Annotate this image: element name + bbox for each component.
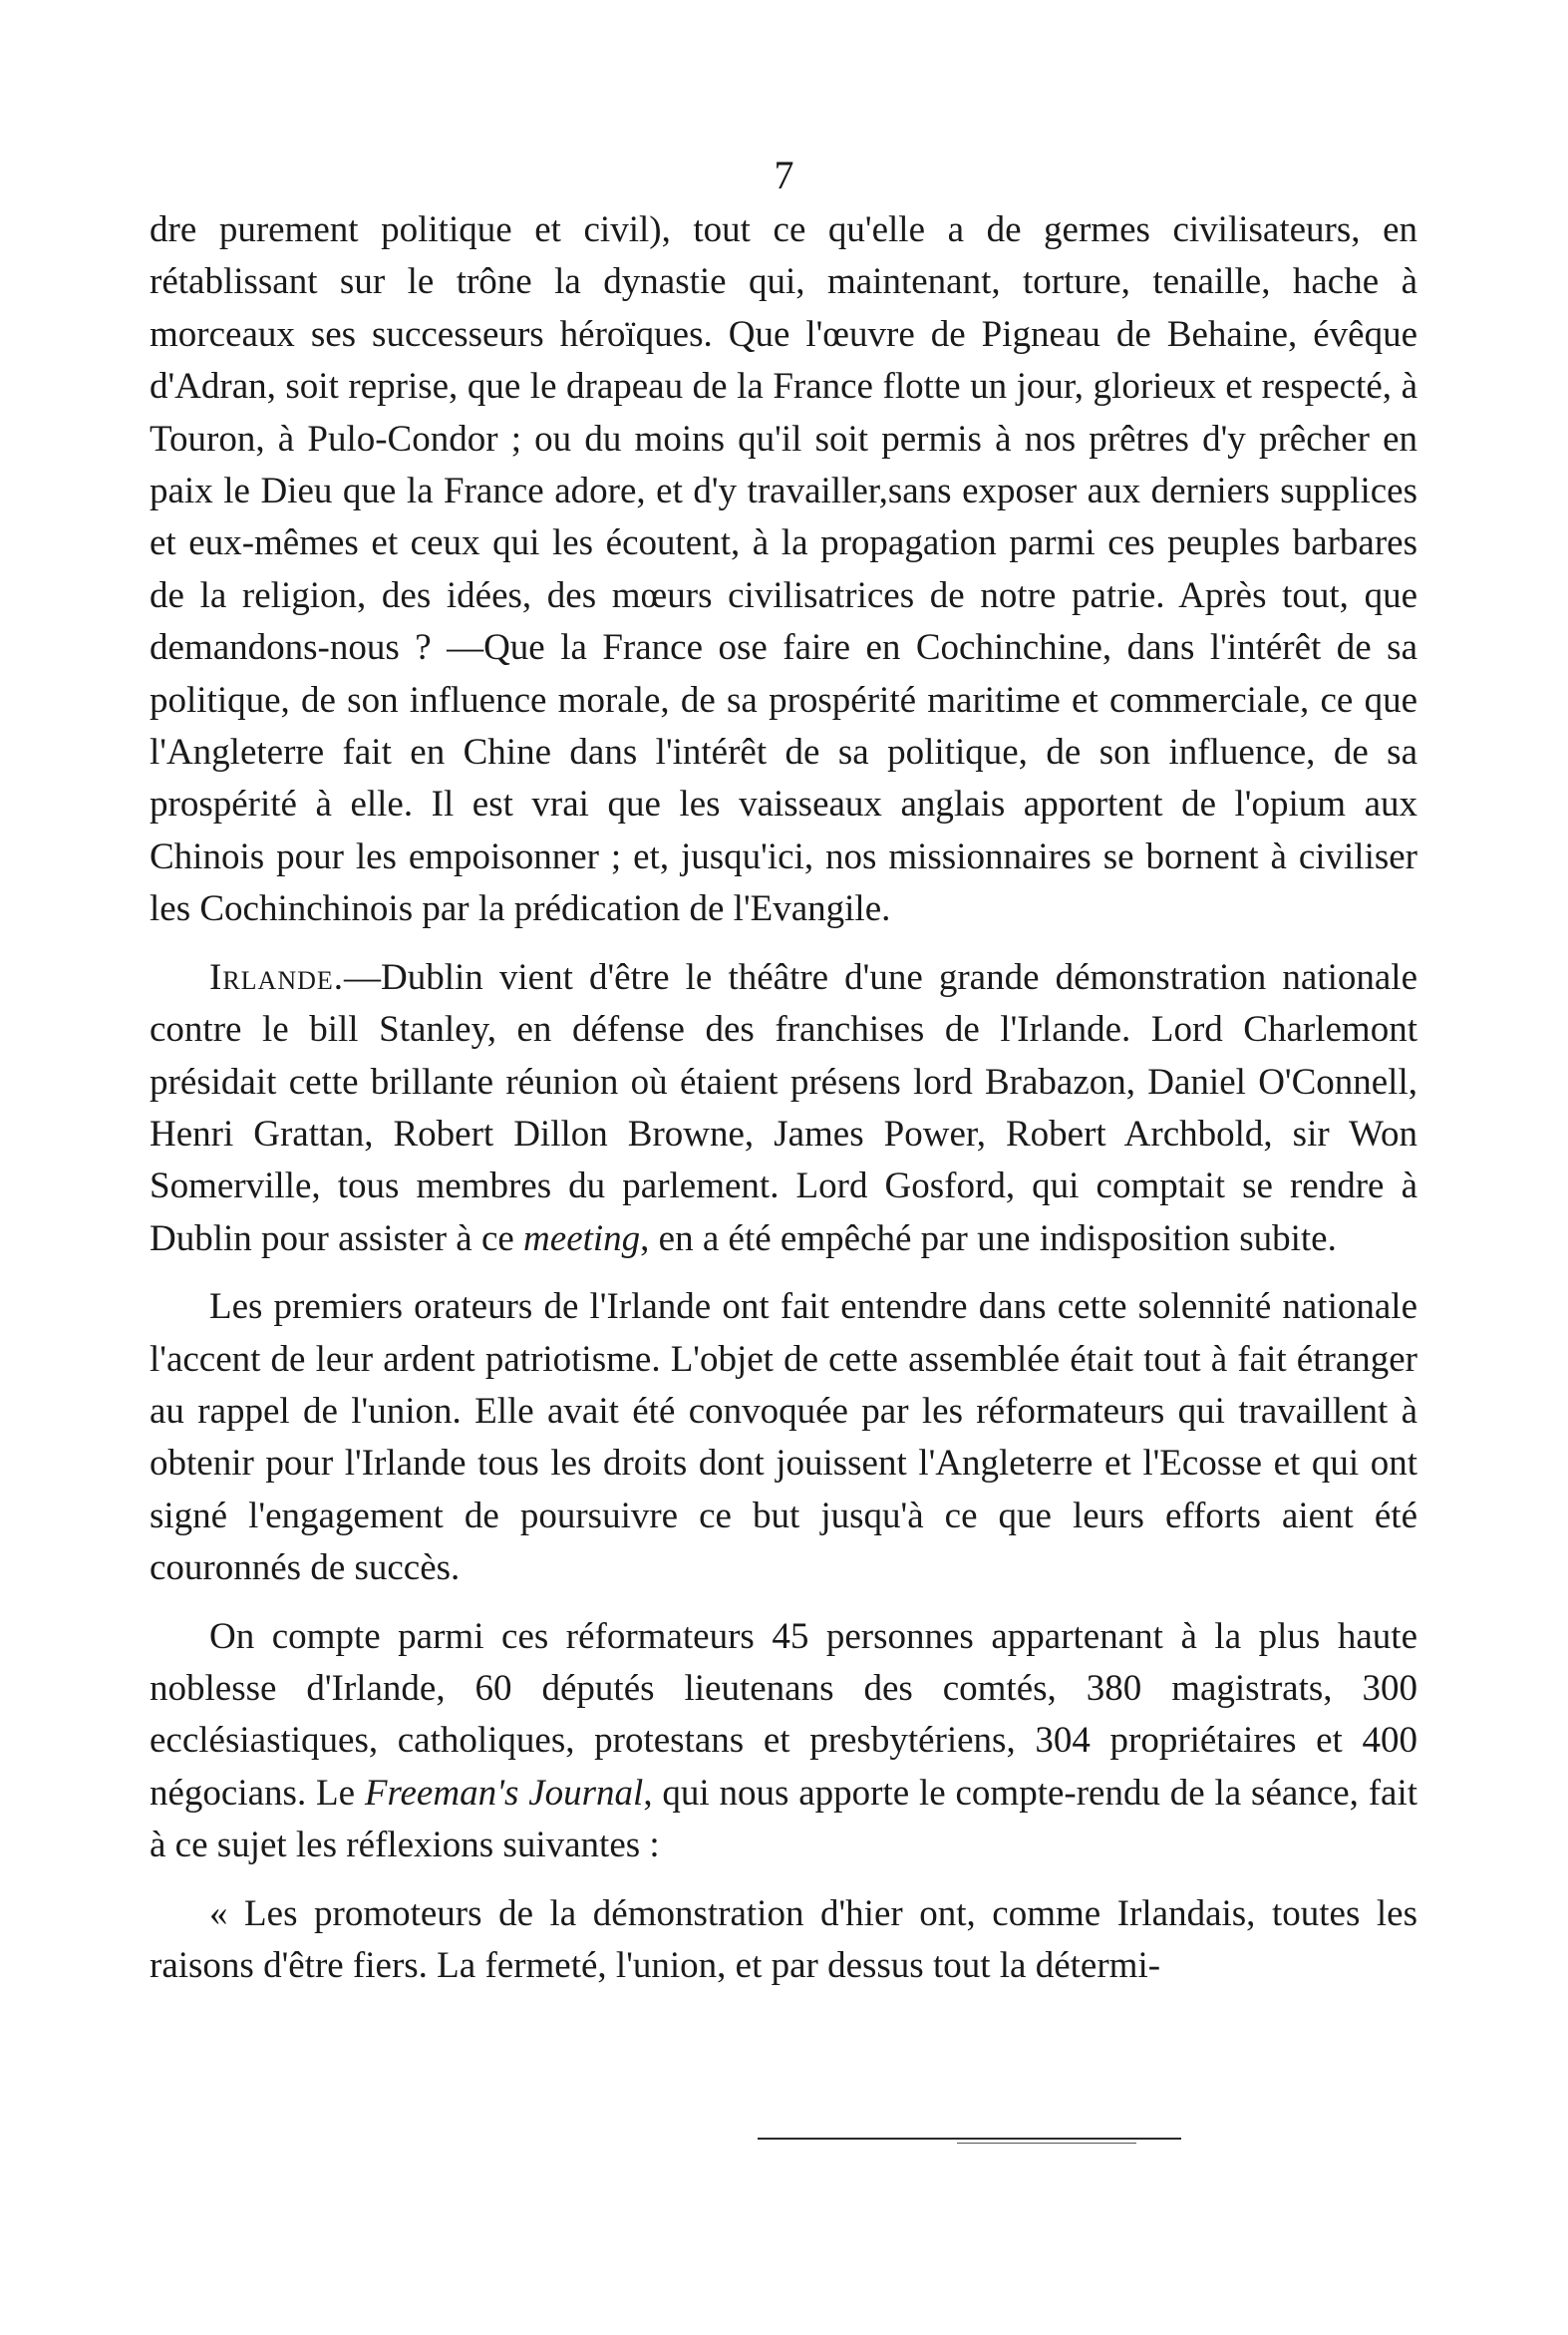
footer-rule-secondary	[957, 2143, 1136, 2144]
paragraph-orateurs: Les premiers orateurs de l'Irlande ont fait entendre dans cette solennité nationale l'accent de leur ardent patriotisme. L'objet de cette assemblée était tout à fait étranger au rappel de l'union. Elle avait été convoquée par les réformateurs qui travaillent à obtenir pour l'Irlande tous les droits dont jouissent l'Angleterre et l'Ecosse et qui ont signé l'engagement de poursuivre ce but jusqu'à ce que leurs efforts aient été couronnés de succès.	[150, 1286, 1417, 1589]
paragraph-irlande-italic: meeting	[523, 1217, 641, 1259]
paragraph-cochinchine: dre purement politique et civil), tout ce qu'elle a de germes civilisateurs, en rétablissant sur le trône la dynastie qui, maintenant, torture, tenaille, hache à morceaux ses successeurs héroïques. Que l'œuvre de Pigneau de Behaine, évêque d'Adran, soit reprise, que le drapeau de la France flotte un jour, glorieux et respecté, à Touron, à Pulo-Condor ; ou du moins qu'il soit permis à nos prêtres d'y prêcher en paix le Dieu que la France adore, et d'y travailler,sans exposer aux derniers supplices et eux-mêmes et ceux qui les écoutent, à la propagation parmi ces peuples barbares de la religion, des idées, des mœurs civilisatrices de notre patrie. Après tout, que demandons-nous ? —Que la France ose faire en Cochinchine, dans l'intérêt de sa politique, de son influence morale, de sa prospérité maritime et commerciale, ce que l'Angleterre fait en Chine dans l'intérêt de sa politique, de son influence, de sa prospérité à elle. Il est vrai que les vaisseaux anglais apportent de l'opium aux Chinois pour les empoisonner ; et, jusqu'ici, nos missionnaires se bornent à civiliser les Cochinchinois par la prédication de l'Evangile.	[150, 209, 1417, 930]
paragraph-reformateurs	[150, 1611, 1417, 1872]
paragraph-irlande	[150, 952, 1417, 1265]
newspaper-title: Freeman's Journal	[364, 1772, 644, 1814]
paragraph-reformateurs-text-1: On compte parmi ces réformateurs 45 personnes appartenant à la plus haute noblesse d'Irlande, 60 députés lieutenans des comtés, 380 magistrats, 300 ecclésiastiques, catholiques, protestans et presbytériens, 304 propriétaires et 400 négocians. Le	[150, 1615, 1417, 1814]
paragraph-quote: « Les promoteurs de la démonstration d'hier ont, comme Irlandais, toutes les raisons d'être fiers. La fermeté, l'union, et par dessus tout la détermi-	[150, 1892, 1417, 1986]
body-text	[150, 204, 1417, 2008]
footer-rule	[758, 2138, 1181, 2140]
paragraph-irlande-text-2: , en a été empêché par une indisposition subite.	[640, 1217, 1337, 1259]
section-heading-irlande: Irlande.	[209, 956, 345, 998]
paragraph-irlande-text-1: —Dublin vient d'être le théâtre d'une grande démonstration nationale contre le bill Stanley, en défense des franchises de l'Irlande. Lord Charlemont présidait cette brillante réunion où étaient présens lord Brabazon, Daniel O'Connell, Henri Grattan, Robert Dillon Browne, James Power, Robert Archbold, sir Won Somerville, tous membres du parlement. Lord Gosford, qui comptait se rendre à Dublin pour assister à ce	[150, 956, 1417, 1259]
paragraph-reformateurs-text-2: , qui nous apporte le compte-rendu de la séance, fait à ce sujet les réflexions suivantes :	[150, 1772, 1418, 1866]
page-number: 7	[774, 153, 794, 197]
